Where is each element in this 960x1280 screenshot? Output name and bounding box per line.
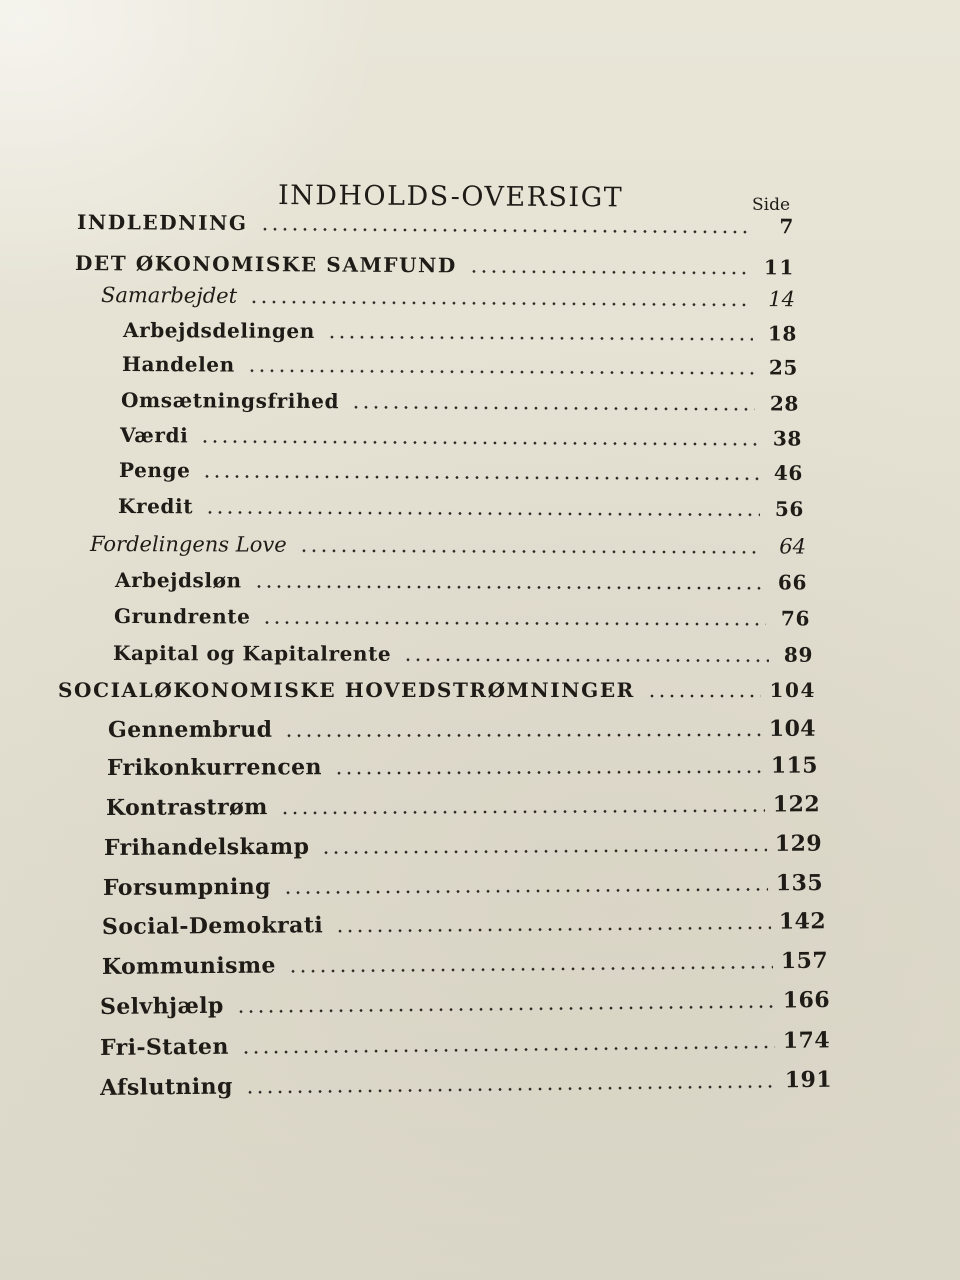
toc-entry-selvhjaelp <box>100 987 830 1020</box>
dot-leader <box>647 694 762 698</box>
toc-entry-label: Samarbejdet <box>100 283 238 308</box>
toc-entry-label: SOCIALØKONOMISKE HOVEDSTRØMNINGER <box>58 678 635 702</box>
toc-entry-page: 104 <box>769 678 816 702</box>
toc-entry-page: 89 <box>783 642 814 667</box>
toc-entry-label: Penge <box>118 458 191 483</box>
toc-entry-page: 46 <box>773 460 804 485</box>
toc-entry-label: Handelen <box>121 352 235 377</box>
dot-leader <box>245 1084 777 1094</box>
toc-entry-afslutning <box>100 1067 832 1101</box>
dot-leader <box>236 1005 775 1014</box>
toc-entry-label: Kontrastrøm <box>105 794 268 821</box>
dot-leader <box>351 405 755 411</box>
toc-entry-fordelingens-love <box>90 532 806 558</box>
toc-entry-page: 122 <box>772 791 821 818</box>
toc-entry-label: Forsumpning <box>102 873 271 901</box>
toc-entry-page: 64 <box>779 534 807 559</box>
dot-leader <box>283 887 768 894</box>
toc-entry-label: Kapital og Kapitalrente <box>112 641 392 666</box>
toc-entry-label: Værdi <box>119 423 189 448</box>
toc-entry-page: 14 <box>768 287 796 312</box>
toc-entry-page: 38 <box>772 426 803 451</box>
toc-entry-page: 18 <box>767 321 798 346</box>
toc-entry-label: Kredit <box>117 494 194 519</box>
toc-entry-vaerdi <box>120 423 802 451</box>
toc-entry-page: 76 <box>780 606 811 631</box>
toc-entry-socialokonomiske-hovedstromninger <box>58 678 816 702</box>
toc-entry-label: Frihandelskamp <box>103 833 310 861</box>
dot-leader <box>469 269 751 275</box>
toc-entry-page: 104 <box>768 715 817 742</box>
toc-entry-label: Frikonkurrencen <box>106 754 322 781</box>
toc-entry-label: Selvhjælp <box>99 992 224 1020</box>
toc-entry-page: 115 <box>770 752 819 779</box>
toc-entry-fri-staten <box>100 1027 830 1061</box>
toc-entry-label: Arbejdsløn <box>114 568 242 593</box>
dot-leader <box>403 658 769 663</box>
toc-entry-label: Kommunisme <box>101 952 276 980</box>
toc-entry-kontrastrom <box>106 791 820 821</box>
toc-entry-kapital-og-kapitalrente <box>113 641 813 667</box>
toc-entry-social-demokrati <box>102 908 826 940</box>
dot-leader <box>260 227 751 234</box>
dot-leader <box>321 848 767 855</box>
toc-entry-page: 191 <box>784 1066 833 1094</box>
toc-entry-page: 174 <box>782 1027 831 1054</box>
toc-entry-label: Omsætningsfrihed <box>120 388 340 414</box>
toc-entry-page: 56 <box>774 496 805 521</box>
toc-entry-page: 166 <box>782 986 831 1014</box>
toc-entry-samarbejdet <box>101 283 795 311</box>
toc-entry-frihandelskamp <box>104 831 822 861</box>
toc-entry-page: 25 <box>768 355 799 380</box>
toc-entry-forsumpning <box>103 870 823 901</box>
dot-leader <box>280 809 765 816</box>
dot-leader <box>254 584 763 590</box>
dot-leader <box>262 621 766 627</box>
toc-entry-label: Gennembrud <box>107 716 273 743</box>
dot-leader <box>200 439 758 446</box>
toc-entry-page: 66 <box>777 570 808 595</box>
page-column-label: Side <box>752 195 791 215</box>
toc-entry-det-okonomiske-samfund <box>75 251 795 279</box>
dot-leader <box>247 369 754 376</box>
toc-entry-kommunisme <box>102 948 828 980</box>
dot-leader <box>334 770 763 775</box>
dot-leader <box>205 510 760 516</box>
toc-entry-page: 142 <box>778 908 827 935</box>
toc-entry-label: Fordelingens Love <box>89 532 287 557</box>
dot-leader <box>241 1045 775 1055</box>
dot-leader <box>288 965 773 973</box>
toc-entry-arbejdslon <box>115 568 807 594</box>
toc-entry-indledning <box>77 210 795 238</box>
dot-leader <box>249 300 751 307</box>
toc-title: INDHOLDS-OVERSIGT <box>277 180 624 214</box>
dot-leader <box>327 335 753 341</box>
toc-entry-page: 7 <box>779 214 796 239</box>
toc-entry-penge <box>119 458 803 485</box>
toc-entry-page: 11 <box>763 255 796 280</box>
toc-entry-label: Fri-Staten <box>99 1033 229 1061</box>
toc-entry-page: 135 <box>775 869 824 897</box>
toc-entry-page: 129 <box>774 830 823 857</box>
toc-entry-page: 157 <box>780 947 829 975</box>
toc-entry-label: Social-Demokrati <box>101 912 324 940</box>
toc-entry-grundrente <box>114 604 810 630</box>
toc-entry-label: Arbejdsdelingen <box>122 318 316 344</box>
toc-entry-handelen <box>122 352 798 380</box>
dot-leader <box>335 926 771 933</box>
toc-entry-frikonkurrencen <box>107 753 818 781</box>
toc-entry-page: 28 <box>769 391 800 416</box>
toc-entry-kredit <box>118 494 804 521</box>
toc-entry-label: INDLEDNING <box>76 210 248 236</box>
toc-entry-arbejdsdelingen <box>123 318 797 346</box>
dot-leader <box>299 549 762 555</box>
dot-leader <box>284 733 760 738</box>
dot-leader <box>202 474 759 480</box>
toc-entry-gennembrud <box>108 716 816 743</box>
toc-entry-omsaetningsfrihed <box>121 388 799 416</box>
toc-entry-label: DET ØKONOMISKE SAMFUND <box>74 251 457 278</box>
toc-entry-label: Grundrente <box>113 604 251 629</box>
toc-entry-label: Afslutning <box>99 1073 233 1101</box>
